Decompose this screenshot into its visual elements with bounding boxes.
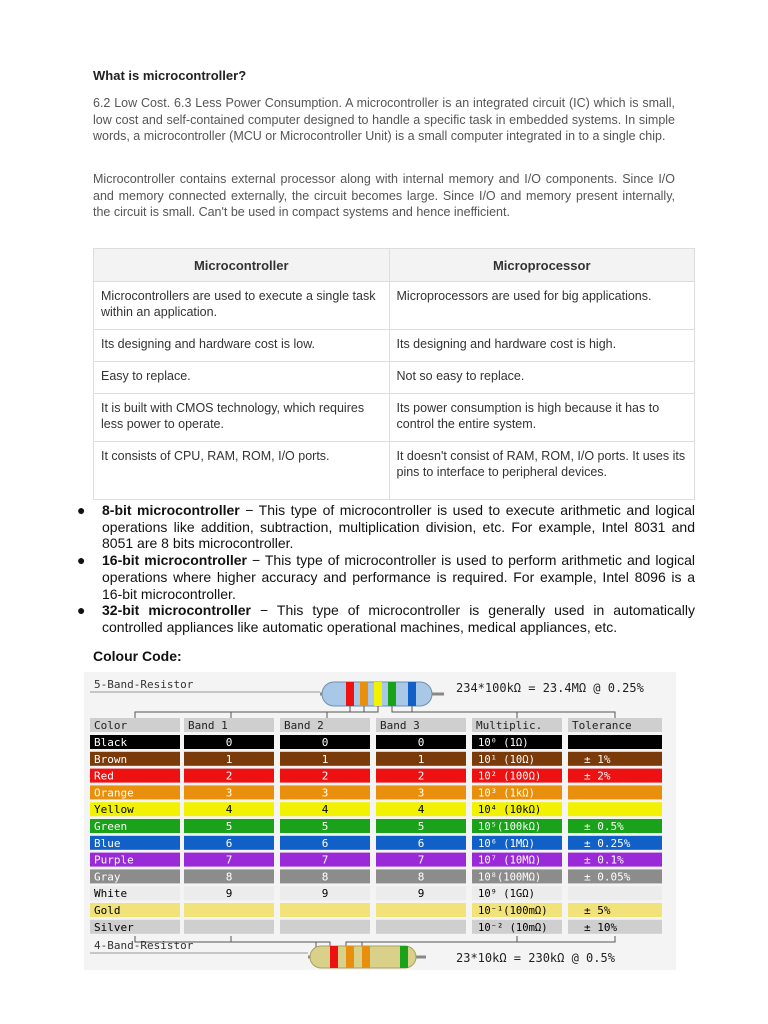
table-row xyxy=(94,442,695,500)
page-title: What is microcontroller? xyxy=(93,68,247,83)
table-cell: It consists of CPU, RAM, ROM, I/O ports. xyxy=(94,442,390,500)
band-digit: 5 xyxy=(417,820,425,833)
band-digit: 2 xyxy=(321,769,329,783)
band-cell xyxy=(280,920,370,934)
header-microcontroller: Microcontroller xyxy=(94,249,390,282)
band-digit: 1 xyxy=(417,752,425,766)
band-digit: 0 xyxy=(321,736,329,749)
multiplier-value: 10⁶ (1MΩ) xyxy=(478,837,535,850)
five-band-formula: 234*100kΩ = 23.4MΩ @ 0.25% xyxy=(456,681,644,695)
multiplier-value: 10⁴ (10kΩ) xyxy=(478,804,542,817)
bullet-term: 32-bit microcontroller xyxy=(102,602,252,619)
multiplier-value: 10⁹ (1GΩ) xyxy=(478,888,535,901)
bullet-icon: ● xyxy=(77,552,86,569)
tolerance-value: ± 10% xyxy=(584,920,618,934)
band-digit: 4 xyxy=(417,803,425,817)
table-cell: Microprocessors are used for big applications. xyxy=(389,282,695,330)
tolerance-value: ± 5% xyxy=(584,904,611,917)
list-item xyxy=(75,602,695,635)
intro-paragraph: 6.2 Low Cost. 6.3 Less Power Consumption. A microcontroller is an integrated circuit (IC) which is small, low cost and self-contained computer designed to handle a specific task in embedded systems. In simple words, a microcontroller (MCU or Microcontroller Unit) is a small computer integrated in to a single chip. xyxy=(93,96,675,143)
color-name: Purple xyxy=(94,853,134,867)
band-digit: 6 xyxy=(225,836,233,850)
tolerance-cell xyxy=(568,752,662,766)
second-paragraph: Microcontroller contains external processor along with internal memory and I/O components. Since I/O and memory connected externally, the circuit becomes large. Since I/O and memory present internally, the circuit is small. Can't be used in compact systems and hence inefficient. xyxy=(93,172,675,219)
band-digit: 8 xyxy=(321,870,329,884)
band-digit: 2 xyxy=(225,769,233,783)
table-row xyxy=(94,394,695,442)
bullet-term: 16-bit microcontroller xyxy=(102,552,247,569)
band-cell xyxy=(184,920,274,934)
multiplier-value: 10⁸(100MΩ) xyxy=(478,871,542,884)
multiplier-value: 10⁻² (10mΩ) xyxy=(478,921,548,934)
band-digit: 0 xyxy=(417,736,425,749)
header-label: Band 1 xyxy=(188,719,228,732)
band-digit: 7 xyxy=(225,853,233,867)
band-digit: 3 xyxy=(321,786,329,800)
band-digit: 1 xyxy=(225,752,233,766)
band-cell xyxy=(376,903,466,917)
comparison-table xyxy=(93,248,695,500)
multiplier-value: 10⁷ (10MΩ) xyxy=(478,854,542,867)
band-cell xyxy=(280,903,370,917)
band-digit: 2 xyxy=(417,769,425,783)
color-name: Brown xyxy=(94,752,128,766)
header-microprocessor: Microprocessor xyxy=(389,249,695,282)
table-cell: Its designing and hardware cost is low. xyxy=(94,330,390,362)
band-digit: 3 xyxy=(225,786,233,800)
band-connector xyxy=(231,706,364,720)
color-name: Red xyxy=(94,769,114,783)
color-name: Black xyxy=(94,736,128,749)
color-name: Silver xyxy=(94,920,134,934)
resistor-band xyxy=(374,682,382,706)
table-cell: It is built with CMOS technology, which requires less power to operate. xyxy=(94,394,390,442)
band-digit: 0 xyxy=(225,736,233,749)
resistor-band xyxy=(346,682,354,706)
band-digit: 5 xyxy=(321,820,329,833)
multiplier-value: 10¹ (10Ω) xyxy=(478,753,535,766)
table-cell: Its designing and hardware cost is high. xyxy=(389,330,695,362)
multiplier-value: 10⁰ (1Ω) xyxy=(478,737,529,749)
bullet-icon: ● xyxy=(77,502,86,518)
band-connector xyxy=(412,706,615,720)
multiplier-value: 10⁵(100kΩ) xyxy=(478,821,542,833)
multiplier-value: 10⁻¹(100mΩ) xyxy=(478,905,548,917)
tolerance-value: ± 1% xyxy=(584,752,611,766)
color-name: Orange xyxy=(94,786,134,800)
table-cell: Microcontrollers are used to execute a single task within an application. xyxy=(94,282,390,330)
band-connector xyxy=(135,706,350,720)
resistor-band xyxy=(360,682,368,706)
tolerance-value: ± 0.25% xyxy=(584,836,631,850)
band-cell xyxy=(184,903,274,917)
microcontroller-types-list xyxy=(75,502,695,636)
band-digit: 9 xyxy=(321,887,329,901)
colour-code-title: Colour Code: xyxy=(93,648,182,664)
band-digit: 9 xyxy=(417,887,425,901)
tolerance-cell xyxy=(568,785,662,799)
color-name: Gold xyxy=(94,904,121,917)
tolerance-cell xyxy=(568,735,662,749)
header-label: Multiplic. xyxy=(476,719,543,732)
four-band-formula: 23*10kΩ = 230kΩ @ 0.5% xyxy=(456,951,615,965)
table-row xyxy=(94,282,695,330)
tolerance-value: ± 2% xyxy=(584,769,611,783)
header-label: Tolerance xyxy=(572,719,632,732)
color-name: White xyxy=(94,887,128,901)
band-digit: 8 xyxy=(417,870,425,884)
band-digit: 7 xyxy=(321,853,329,867)
band-digit: 4 xyxy=(321,803,329,817)
tolerance-cell xyxy=(568,769,662,783)
resistor-band xyxy=(400,946,408,968)
band-digit: 6 xyxy=(417,836,425,850)
bullet-text: − This type of microcontroller is used to perform arithmetic and logical operations where higher accuracy and performance is required. For example, Intel 8096 is a 16-bit microcontroller. xyxy=(102,552,696,602)
multiplier-value: 10³ (1kΩ) xyxy=(478,787,535,800)
color-name: Green xyxy=(94,820,128,833)
list-item xyxy=(75,552,695,602)
resistor-chart-svg xyxy=(84,672,676,970)
tolerance-value: ± 0.1% xyxy=(584,853,624,867)
band-digit: 3 xyxy=(417,786,425,800)
multiplier-value: 10² (100Ω) xyxy=(478,770,542,783)
tolerance-value: ± 0.5% xyxy=(584,820,624,833)
band-digit: 8 xyxy=(225,870,233,884)
resistor-band xyxy=(362,946,370,968)
bullet-term: 8-bit microcontroller xyxy=(102,502,240,518)
five-band-label: 5-Band-Resistor xyxy=(94,678,194,691)
bullet-icon: ● xyxy=(77,602,86,619)
tolerance-value: ± 0.05% xyxy=(584,870,631,884)
four-band-label: 4-Band-Resistor xyxy=(94,939,194,952)
band-connector xyxy=(392,706,517,720)
header-label: Color xyxy=(94,719,128,732)
tolerance-cell xyxy=(568,802,662,816)
table-cell: Easy to replace. xyxy=(94,362,390,394)
table-row xyxy=(94,362,695,394)
list-item xyxy=(75,502,695,552)
bullet-text: − This type of microcontroller is generally used in automatically controlled appliances like automatic operational machines, medical appliances, etc. xyxy=(102,602,695,635)
table-header-row xyxy=(94,249,695,282)
table-cell: It doesn't consist of RAM, ROM, I/O ports. It uses its pins to interface to peripheral devices. xyxy=(389,442,695,500)
band-connector xyxy=(327,706,378,720)
band-digit: 1 xyxy=(321,752,329,766)
resistor-band xyxy=(346,946,354,968)
band-digit: 9 xyxy=(225,887,233,901)
band-digit: 4 xyxy=(225,803,233,817)
color-name: Blue xyxy=(94,836,121,850)
tolerance-cell xyxy=(568,886,662,900)
header-label: Band 3 xyxy=(380,719,420,732)
table-cell: Its power consumption is high because it has to control the entire system. xyxy=(389,394,695,442)
color-name: Gray xyxy=(94,870,121,884)
color-name: Yellow xyxy=(94,803,134,817)
bullet-text: − This type of microcontroller is used to execute arithmetic and logical operations like addition, subtraction, multiplication division, etc. For example, Intel 8031 and 8051 are 8 bits microcontroller. xyxy=(102,502,695,552)
tolerance-cell xyxy=(568,903,662,917)
resistor-band xyxy=(330,946,338,968)
band-digit: 7 xyxy=(417,853,425,867)
band-cell xyxy=(376,920,466,934)
resistor-colour-chart xyxy=(84,672,676,970)
band-digit: 6 xyxy=(321,836,329,850)
band-digit: 5 xyxy=(225,820,233,833)
header-label: Band 2 xyxy=(284,719,324,732)
table-cell: Not so easy to replace. xyxy=(389,362,695,394)
resistor-band xyxy=(408,682,416,706)
resistor-band xyxy=(388,682,396,706)
table-row xyxy=(94,330,695,362)
